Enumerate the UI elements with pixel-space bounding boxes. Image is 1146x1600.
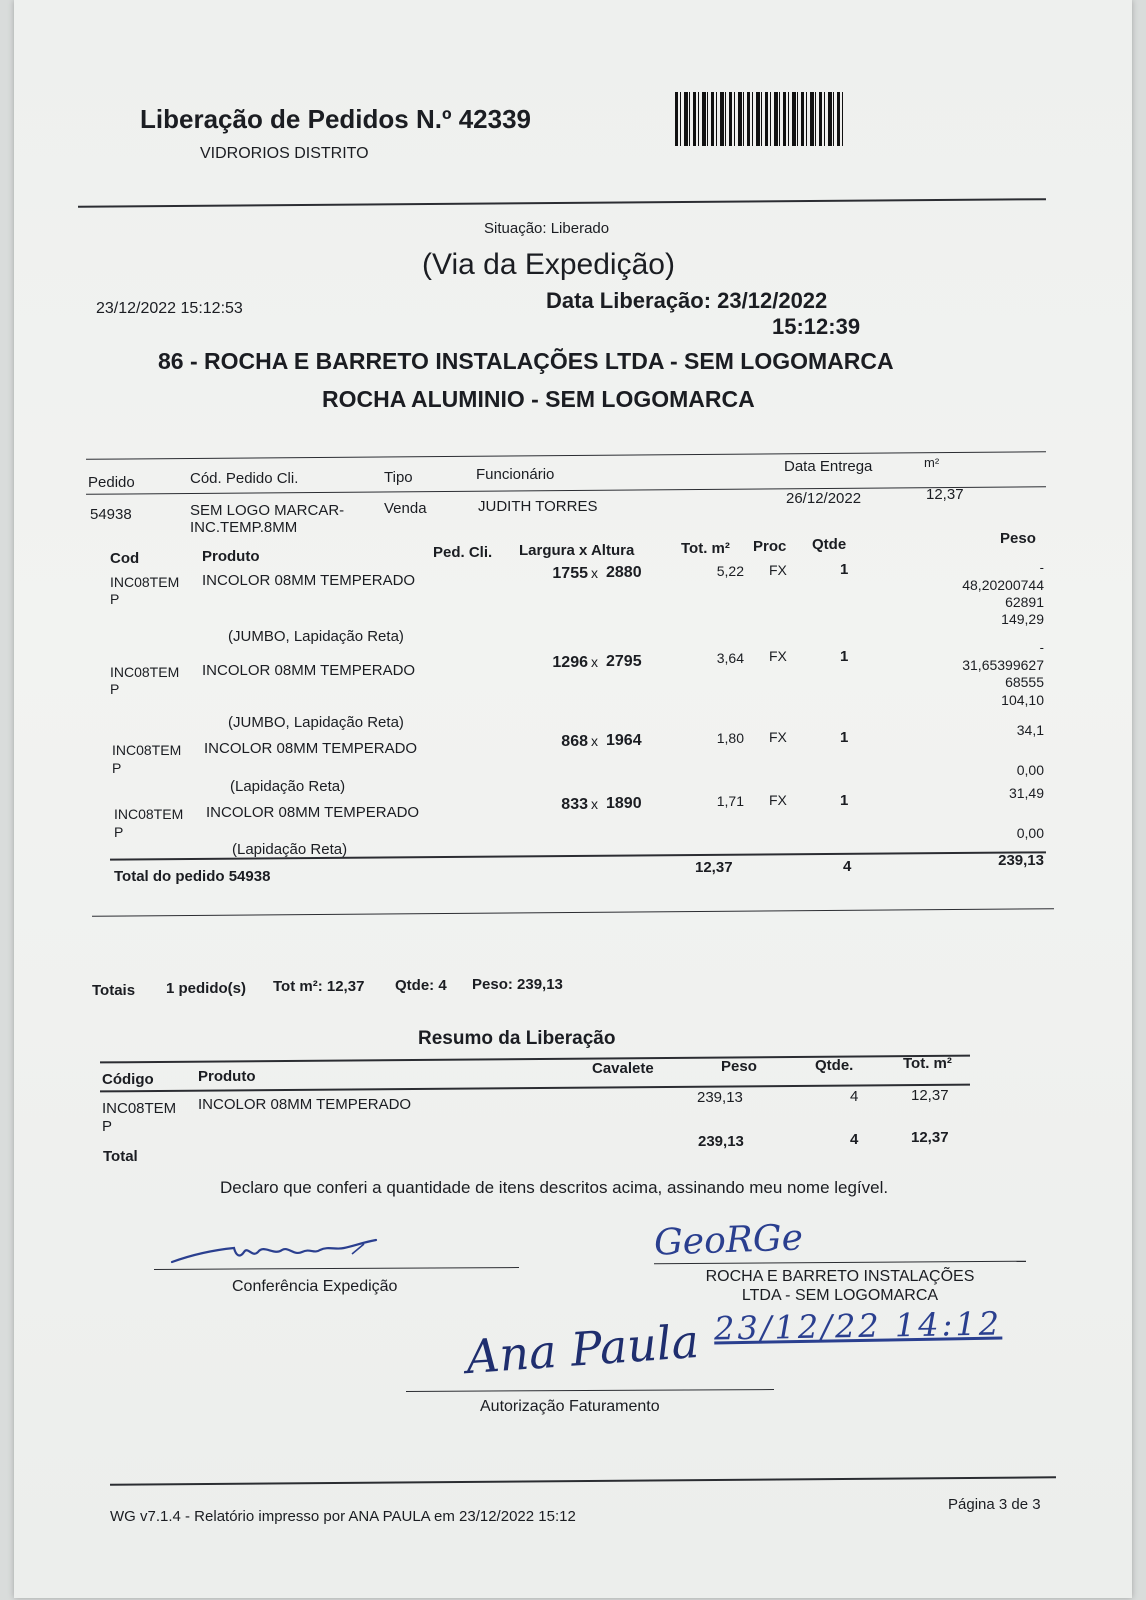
item-produto: INCOLOR 08MM TEMPERADO [202,662,416,679]
totals-peso: Peso: 239,13 [472,976,563,993]
summary-row-codigo: INC08TEM [102,1100,177,1117]
summary-row-codigo-suffix: P [102,1118,113,1135]
faturamento-signature: Ana Paula [464,1313,701,1385]
totals-tot-m2: Tot m²: 12,37 [273,978,365,995]
summary-row-qtde: 4 [850,1088,859,1105]
items-col-largura-altura: Largura x Altura [519,542,635,559]
item-altura: 2880 [606,564,642,581]
situation-status: Situação: Liberado [484,220,610,237]
item-tot-m2: 5,22 [716,563,744,579]
item-cod: INC08TEM [110,664,180,680]
item-cod: INC08TEM [112,742,182,758]
item-proc: FX [769,648,787,664]
item-detail: (Lapidação Reta) [232,841,348,858]
item-peso-dash: - [1039,640,1044,655]
order-cod-pedido-cli-line1: SEM LOGO MARCAR- [190,502,345,519]
declaration-text: Declaro que conferi a quantidade de itens descritos acima, assinando meu nome legível. [220,1178,889,1197]
header-divider [78,198,1046,208]
item-cod-suffix: P [112,760,122,776]
item-peso-line1: 48,20200744 [962,577,1044,593]
item-proc: FX [769,729,787,745]
summary-col-tot-m2: Tot. m² [903,1055,952,1072]
order-funcionario: JUDITH TORRES [478,498,598,515]
order-tipo: Venda [384,500,427,517]
item-tot-m2: 3,64 [716,650,744,666]
summary-row-produto: INCOLOR 08MM TEMPERADO [198,1096,412,1113]
item-peso-line1: 31,65399627 [962,657,1044,673]
item-peso-line2: 68555 [1005,674,1044,690]
summary-col-codigo: Código [102,1071,154,1088]
order-end-rule [92,908,1054,917]
client-name-line1: 86 - ROCHA E BARRETO INSTALAÇÕES LTDA - SEM LOGOMARCA [158,348,894,374]
order-total-peso: 239,13 [998,852,1044,869]
item-qtde: 1 [840,648,849,665]
summary-col-cavalete: Cavalete [592,1060,654,1077]
item-largura: 868 [561,733,588,750]
col-cod-pedido-cli: Cód. Pedido Cli. [190,470,299,487]
item-detail: (JUMBO, Lapidação Reta) [228,628,404,645]
item-dim-separator: x [591,654,598,670]
items-col-produto: Produto [202,548,260,565]
client-name-line2: ROCHA ALUMINIO - SEM LOGOMARCA [322,386,755,412]
col-funcionario: Funcionário [476,466,555,483]
barcode [675,92,845,146]
item-dim-separator: x [591,796,598,812]
item-produto: INCOLOR 08MM TEMPERADO [204,740,418,757]
client-label-line2: LTDA - SEM LOGOMARCA [741,1287,939,1304]
item-dim-separator: x [591,565,598,581]
faturamento-label: Autorização Faturamento [480,1398,660,1415]
order-total-qtde: 4 [843,858,852,875]
items-col-tot-m2: Tot. m² [681,540,730,557]
copy-type: (Via da Expedição) [422,248,675,281]
item-cod: INC08TEM [110,574,180,590]
item-altura: 1964 [606,732,642,749]
col-pedido: Pedido [88,474,135,491]
col-m2: m² [924,455,940,470]
summary-row-tot-m2: 12,37 [911,1087,949,1104]
item-peso-line1: 34,1 [1016,722,1044,738]
item-peso-line3: 149,29 [1001,611,1044,627]
item-peso-line1: 31,49 [1008,785,1044,801]
item-detail: (Lapidação Reta) [230,778,346,795]
client-label-line1: ROCHA E BARRETO INSTALAÇÕES [705,1268,975,1285]
order-total-tot-m2: 12,37 [695,859,733,876]
handwritten-date: 23/12/22 14:12 [713,1304,1003,1348]
totals-qtde: Qtde: 4 [395,977,447,994]
item-qtde: 1 [840,729,849,746]
item-peso-line3: 0,00 [1016,762,1044,778]
item-qtde: 1 [840,792,849,809]
item-proc: FX [769,562,787,578]
item-cod-suffix: P [110,591,120,607]
item-dim-separator: x [591,733,598,749]
item-proc: FX [769,792,787,808]
printed-timestamp: 23/12/2022 15:12:53 [96,300,243,317]
footer-report-info: WG v7.1.4 - Relatório impresso por ANA PAULA em 23/12/2022 15:12 [110,1508,576,1525]
document-page [14,0,1132,1598]
footer-rule [110,1476,1056,1485]
item-cod: INC08TEM [114,806,184,822]
summary-title: Resumo da Liberação [418,1028,616,1049]
item-altura: 1890 [606,795,642,812]
footer-page-number: Página 3 de 3 [948,1496,1041,1513]
client-signature: GeoRGe [653,1217,804,1264]
summary-col-qtde: Qtde. [815,1057,854,1074]
item-cod-suffix: P [114,824,124,840]
summary-total-label: Total [103,1148,138,1165]
item-largura: 1755 [552,565,588,582]
totals-label: Totais [92,982,136,999]
item-tot-m2: 1,71 [716,793,744,809]
conferencia-signature [164,1232,384,1272]
col-data-entrega: Data Entrega [784,458,873,475]
faturamento-signature-line [406,1389,774,1392]
summary-col-produto: Produto [198,1068,256,1085]
item-peso-line2: 62891 [1005,594,1044,610]
release-time: 15:12:39 [772,314,861,339]
order-data-entrega: 26/12/2022 [786,490,862,507]
company-name: VIDRORIOS DISTRITO [200,145,369,162]
summary-total-peso: 239,13 [698,1133,744,1150]
item-peso-line3: 104,10 [1001,692,1044,708]
conferencia-label: Conferência Expedição [232,1278,398,1295]
item-produto: INCOLOR 08MM TEMPERADO [206,804,420,821]
order-cod-pedido-cli-line2: INC.TEMP.8MM [190,519,298,536]
item-largura: 1296 [552,654,588,671]
item-produto: INCOLOR 08MM TEMPERADO [202,572,416,589]
item-largura: 833 [561,796,588,813]
item-peso-line3: 0,00 [1016,825,1044,841]
summary-total-qtde: 4 [850,1131,859,1148]
item-cod-suffix: P [110,681,120,697]
item-qtde: 1 [840,561,849,578]
order-header-bottom-rule [86,486,1046,495]
col-tipo: Tipo [384,469,413,486]
summary-total-tot-m2: 12,37 [911,1129,949,1146]
release-date: Data Liberação: 23/12/2022 [546,288,828,313]
order-pedido: 54938 [90,506,132,523]
summary-col-peso: Peso [721,1058,757,1075]
order-header-top-rule [86,451,1046,460]
document-title: Liberação de Pedidos N.º 42339 [140,104,531,134]
items-col-qtde: Qtde [812,536,847,553]
item-tot-m2: 1,80 [716,730,744,746]
items-col-ped-cli: Ped. Cli. [433,544,493,561]
item-altura: 2795 [606,653,642,670]
order-total-label: Total do pedido 54938 [114,868,271,885]
item-peso-dash: - [1039,560,1044,575]
items-col-cod: Cod [110,550,140,567]
totals-pedidos: 1 pedido(s) [166,980,247,997]
items-col-proc: Proc [753,538,787,555]
items-col-peso: Peso [1000,530,1036,547]
summary-row-peso: 239,13 [697,1089,743,1106]
order-m2: 12,37 [926,486,964,503]
item-detail: (JUMBO, Lapidação Reta) [228,714,404,731]
